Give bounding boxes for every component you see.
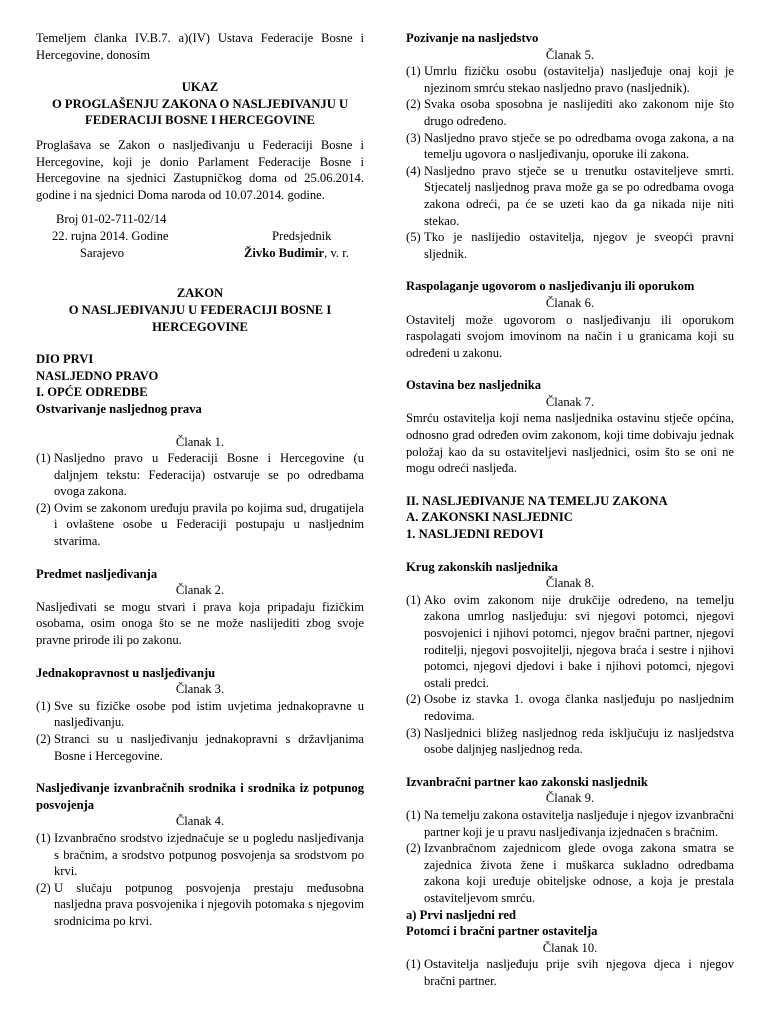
article-2-text: Nasljeđivati se mogu stvari i prava koja pripadaju fizičkim osobama, osim onoga što se ne može naslijediti zbog svoje pravne prirode ili po zakonu. xyxy=(36,599,364,648)
left-column xyxy=(36,30,364,930)
list-item xyxy=(406,96,734,129)
item-text: Na temelju zakona ostavitelja nasljeđuje i njegov izvanbračni partner koji je u pravu nasljeđivanja izjednačen s bračnim. xyxy=(424,807,734,839)
decree-number: Broj 01-02-711-02/14 xyxy=(56,212,167,227)
law-subtitle: O NASLJEĐIVANJU U FEDERACIJI BOSNE I HERCEGOVINE xyxy=(68,302,332,334)
article-1-label: Članak 1. xyxy=(175,434,225,449)
item-number: (1) xyxy=(36,698,51,713)
ukaz-subtitle: O PROGLAŠENJU ZAKONA O NASLJEĐIVANJU U FEDERACIJI BOSNE I HERCEGOVINE xyxy=(51,96,349,128)
article-8-label: Članak 8. xyxy=(545,576,595,591)
decree-date: 22. rujna 2014. Godine xyxy=(52,229,169,244)
list-item xyxy=(406,163,734,229)
item-number: (2) xyxy=(36,732,51,746)
list-item xyxy=(406,840,734,906)
article-3-list xyxy=(36,698,364,764)
list-item xyxy=(406,229,734,262)
president-label: Predsjednik xyxy=(272,229,332,244)
list-item xyxy=(36,450,364,500)
article-10-list xyxy=(406,956,734,989)
intro-text: Temeljem članka IV.B.7. a)(IV) Ustava Federacije Bosne i Hercegovine, donosim xyxy=(36,31,364,62)
article-1-list xyxy=(36,450,364,550)
list-item xyxy=(406,956,734,989)
item-number: (3) xyxy=(406,130,421,145)
subsection-a-heading: a) Prvi nasljedni red xyxy=(406,907,516,922)
item-text: Stranci su u nasljeđivanju jednakopravni s državljanima Bosne i Hercegovine. xyxy=(54,732,364,763)
list-item xyxy=(406,807,734,840)
chapter-2-heading: II. NASLJEĐIVANJE NA TEMELJU ZAKONA xyxy=(406,493,668,508)
item-text: Umrlu fizičku osobu (ostavitelja) nasljeđuje onaj koji je njezinom smrću stekao nasljedno pravo (nasljednik). xyxy=(424,64,734,95)
article-4-list xyxy=(36,830,364,930)
item-text: Svaka osoba sposobna je naslijediti ako zakonom nije što drugo određeno. xyxy=(424,97,734,128)
section-heading-potomci: Potomci i bračni partner ostavitelja xyxy=(406,924,598,939)
article-2-label: Članak 2. xyxy=(175,583,225,598)
item-text: Nasljednici bližeg nasljednog reda isključuju iz nasljedstva osobe daljnjeg nasljednog reda. xyxy=(424,725,734,757)
article-6-label: Članak 6. xyxy=(545,295,595,310)
proclamation-text: Proglašava se Zakon o nasljeđivanju u Federaciji Bosne i Hercegovine, koji je donio Parlament Federacije Bosne i Hercegovine na sjednici Zastupničkog doma od 25.06.2014. godine i na sjednici Doma naroda od 10.07.2014. godine. xyxy=(36,137,364,202)
item-number: (1) xyxy=(406,957,421,972)
section-1-heading: 1. NASLJEDNI REDOVI xyxy=(406,527,544,542)
chapter-heading: I. OPĆE ODREDBE xyxy=(36,385,148,400)
ukaz-title: UKAZ xyxy=(181,80,219,95)
section-a-heading: A. ZAKONSKI NASLJEDNIC xyxy=(406,510,573,525)
article-9-label: Članak 9. xyxy=(545,791,595,806)
list-item xyxy=(36,500,364,550)
item-text: Ako ovim zakonom nije drukčije određeno, na temelju zakona umrlog nasljeđuju: svi njegovi potomci, njegovi posvojenici i njihovi potomci, njegov bračni partner, njegovi roditelji, njegovi posvojitelji, njegova braća i sestre i njihovi potomci, njegovi djedovi i bake i njihovi potomci, njegovi ostali predci. xyxy=(424,592,734,690)
part-heading: DIO PRVI xyxy=(36,352,94,367)
article-5-list xyxy=(406,63,734,262)
item-text: Ovim se zakonom uređuju pravila po kojima sud, drugatijela i ovlaštene osobe u Federaciji postupaju u nasljednim stvarima. xyxy=(54,500,364,549)
item-number: (5) xyxy=(406,230,421,245)
list-item xyxy=(36,731,364,764)
item-number: (4) xyxy=(406,163,421,178)
signature-block xyxy=(36,211,364,261)
section-heading-predmet: Predmet nasljeđivanja xyxy=(36,566,158,581)
item-number: (1) xyxy=(36,451,51,466)
item-text: Sve su fizičke osobe pod istim uvjetima jednakopravne u nasljeđivanju. xyxy=(54,698,364,730)
item-number: (2) xyxy=(406,97,421,112)
item-text: Nasljedno pravo u Federaciji Bosne i Hercegovine (u daljnjem tekstu: Federacija) ostvaruje se po odredbama ovoga zakona. xyxy=(54,451,364,499)
section-heading-izvanbracni-partner: Izvanbračni partner kao zakonski nasljednik xyxy=(406,774,648,789)
article-8-list xyxy=(406,592,734,758)
item-text: Nasljedno pravo stječe se u trenutku ostaviteljeve smrti. Stjecatelj nasljednog prava može ga se po odredbama ovoga zakona odreći, pa će se uzeti kao da ga nikada nije niti stekao. xyxy=(424,163,734,228)
list-item xyxy=(406,63,734,96)
section-heading-ostvarivanje: Ostvarivanje nasljednog prava xyxy=(36,401,202,416)
article-7-label: Članak 7. xyxy=(545,394,595,409)
article-6-text: Ostavitelj može ugovorom o nasljeđivanju ili oporukom raspolagati svojom imovinom na način i u granicama koji su određeni u zakonu. xyxy=(406,312,734,360)
law-title: ZAKON xyxy=(176,286,224,301)
item-number: (3) xyxy=(406,725,421,740)
section-heading-raspolaganje: Raspolaganje ugovorom o nasljeđivanju ili oporukom xyxy=(406,279,695,294)
section-heading-pozivanje: Pozivanje na nasljedstvo xyxy=(406,31,539,45)
item-number: (2) xyxy=(36,500,51,515)
item-text: Nasljedno pravo stječe se po odredbama ovoga zakona, a na temelju ugovora o nasljeđivanju, oporuke ili zakona. xyxy=(424,130,734,162)
article-7-text: Smrću ostavitelja koji nema nasljednika ostavinu stječe općina, odnosno grad određen ovim zakonom, koji time dobivaju jednak položaj kao da su ostaviteljevi nasljednici, osim što se oni ne mogu odreći nasljeđa. xyxy=(406,411,734,476)
list-item xyxy=(36,880,364,930)
president-name: Živko Budimir xyxy=(244,246,325,261)
article-3-label: Članak 3. xyxy=(175,682,225,697)
item-number: (1) xyxy=(406,64,421,79)
item-text: Ostavitelja nasljeđuju prije svih njegova djeca i njegov bračni partner. xyxy=(424,957,734,988)
list-item xyxy=(406,725,734,758)
article-10-label: Članak 10. xyxy=(542,940,598,955)
president-signature xyxy=(244,245,349,262)
item-text: Izvanbračnom zajednicom glede ovoga zakona smatra se zajednica života žene i muškarca sukladno odredbama zakona koji uređuje obiteljske odnose, a koja je prestala ostaviteljevom smrću. xyxy=(424,841,734,905)
list-item xyxy=(36,830,364,880)
part-name: NASLJEDNO PRAVO xyxy=(36,368,159,383)
list-item xyxy=(406,130,734,163)
section-heading-izvanbracno: Nasljeđivanje izvanbračnih srodnika i srodnika iz potpunog posvojenja xyxy=(36,781,364,812)
item-number: (1) xyxy=(36,830,51,845)
list-item xyxy=(406,691,734,724)
item-number: (1) xyxy=(406,592,421,607)
item-text: Osobe iz stavka 1. ovoga članka nasljeđuju po nasljednim redovima. xyxy=(424,692,734,723)
right-column xyxy=(406,30,734,989)
item-number: (2) xyxy=(406,841,421,856)
section-heading-krug: Krug zakonskih nasljednika xyxy=(406,559,558,574)
section-heading-ostavina: Ostavina bez nasljednika xyxy=(406,378,542,393)
decree-place: Sarajevo xyxy=(80,246,125,261)
item-number: (2) xyxy=(406,692,421,707)
article-5-label: Članak 5. xyxy=(545,47,595,62)
article-9-list xyxy=(406,807,734,907)
list-item xyxy=(406,592,734,692)
item-number: (2) xyxy=(36,880,51,895)
president-suffix: , v. r. xyxy=(324,246,349,261)
item-text: U slučaju potpunog posvojenja prestaju međusobna nasljedna prava posvojenika i njegovih potomaka s njegovim srodnicima po krvi. xyxy=(54,880,364,928)
section-heading-jednakopravnost: Jednakopravnost u nasljeđivanju xyxy=(36,665,216,680)
item-text: Tko je naslijedio ostavitelja, njegov je sveopći pravni sljednik. xyxy=(424,230,734,261)
article-4-label: Članak 4. xyxy=(175,814,225,829)
list-item xyxy=(36,698,364,731)
item-number: (1) xyxy=(406,807,421,822)
item-text: Izvanbračno srodstvo izjednačuje se u pogledu nasljeđivanja s bračnim, a srodstvo potpunog posvojenja sa srodstvom po krvi. xyxy=(54,830,364,879)
